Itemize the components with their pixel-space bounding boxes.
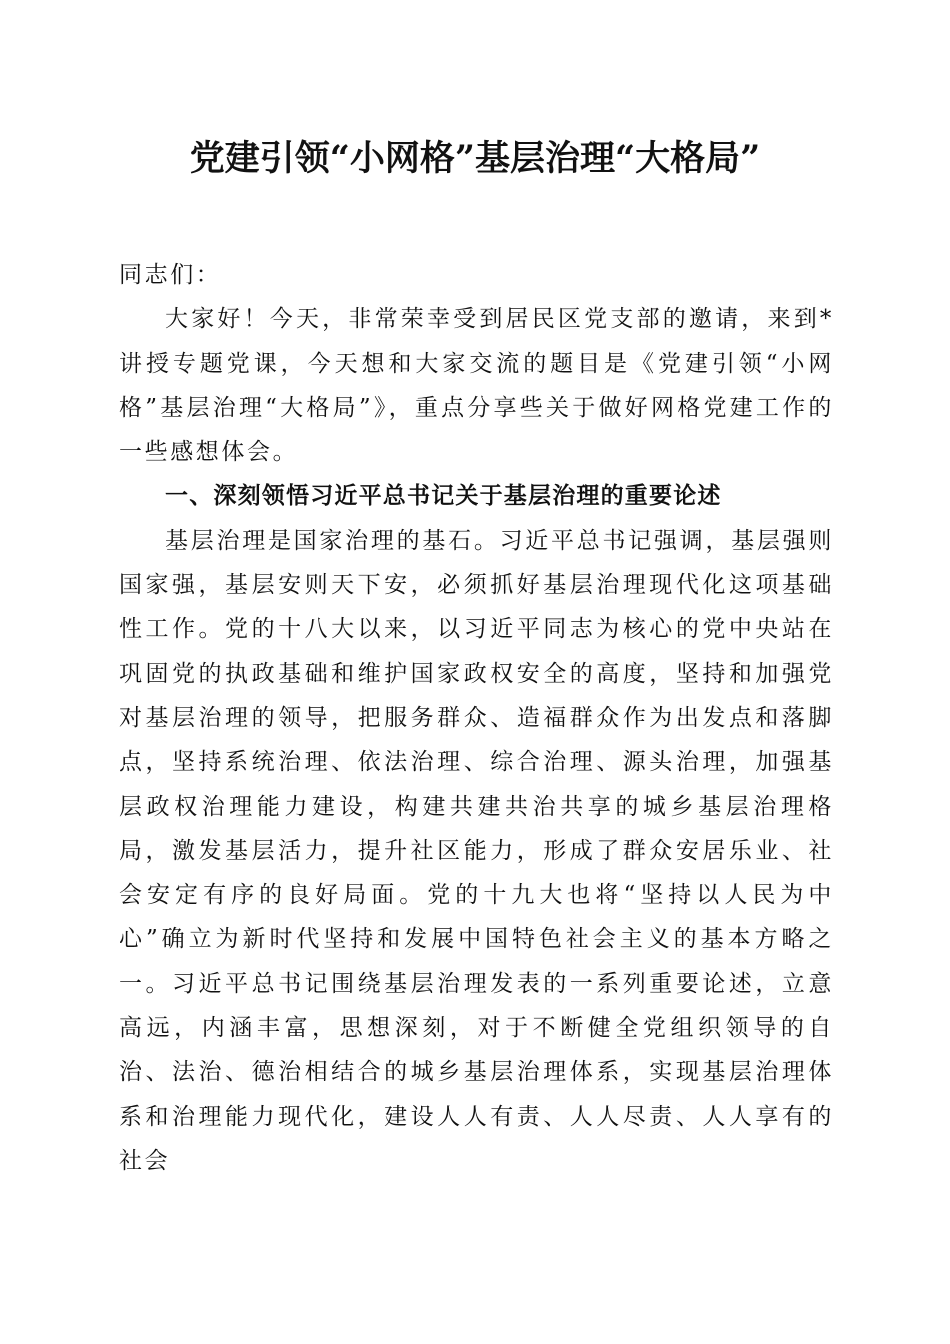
document-body [119,253,834,1183]
intro-paragraph: 大家好！今天，非常荣幸受到居民区党支部的邀请，来到*讲授专题党课，今天想和大家交流的题目是《党建引领“小网格”基层治理“大格局”》，重点分享些关于做好网格党建工作的一些感想体会。 [119,306,834,466]
salutation: 同志们： [119,262,222,288]
section-heading: 一、深刻领悟习近平总书记关于基层治理的重要论述 [165,483,722,510]
section-paragraph: 基层治理是国家治理的基石。习近平总书记强调，基层强则国家强，基层安则天下安，必须抓好基层治理现代化这项基础性工作。党的十八大以来，以习近平同志为核心的党中央站在巩固党的执政基础和维护国家政权安全的高度，坚持和加强党对基层治理的领导，把服务群众、造福群众作为出发点和落脚点，坚持系统治理、依法治理、综合治理、源头治理，加强基层政权治理能力建设，构建共建共治共享的城乡基层治理格局，激发基层活力，提升社区能力，形成了群众安居乐业、社会安定有序的良好局面。党的十九大也将“坚持以人民为中心”确立为新时代坚持和发展中国特色社会主义的基本方略之一。习近平总书记围绕基层治理发表的一系列重要论述，立意高远，内涵丰富，思想深刻，对于不断健全党组织领导的自治、法治、德治相结合的城乡基层治理体系，实现基层治理体系和治理能力现代化，建设人人有责、人人尽责、人人享有的社会 [119,527,834,1174]
document-title: 党建引领“小网格”基层治理“大格局” [189,138,761,179]
